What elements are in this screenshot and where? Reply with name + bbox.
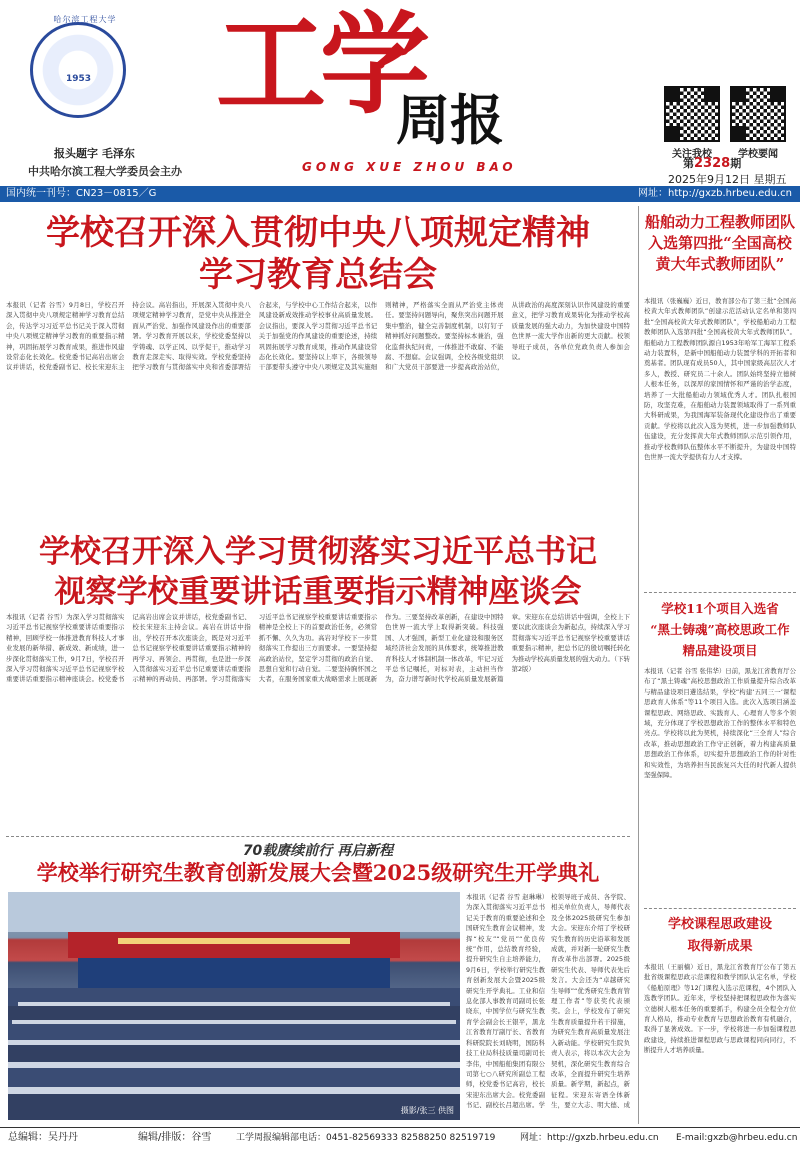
sidebar-rule — [638, 206, 639, 1124]
footer-email[interactable]: E-mail:gxzb@hrbeu.edu.cn — [676, 1133, 798, 1143]
issue-number — [683, 155, 741, 171]
second-title-line2: 视察学校重要讲话重要指示精神座谈会 — [54, 574, 582, 610]
sidebar-a2-body: 本报讯（记者 谷雪 张伟华）日前，黑龙江省教育厅公布了“黑土铸魂”高校思想政治工作质量提升综合改革与精品建设项目遴选结果，学校“构建‘五同三一’课程思政育人体系”等11个项目入选。此次入选项目涵盖课程思政、网络思政、实践育人、心理育人等多个领域，充分体现了学校思想政治工作的整体水平和特色亮点。学校将以此为契机，持续深化“三全育人”综合改革，推动思想政治工作守正创新，着力构建高质量思想政治工作体系，切实提升思想政治工作的针对性和实效性，为培养担当民族复兴大任的时代新人提供坚强保障。 — [644, 667, 796, 780]
logo-name: 哈尔滨工程大学 — [53, 15, 117, 24]
third-kicker: 70载赓续前行 再启新程 — [242, 843, 394, 859]
sidebar-a3-title-line1: 学校课程思政建设 — [667, 917, 772, 932]
photo-credit: 摄影/张三 供图 — [400, 1106, 454, 1115]
ceremony-photo — [8, 892, 460, 1120]
paper-subtitle: 周报 — [396, 89, 504, 152]
footer-phone: 工学周报编辑部电话：0451-82569333 82588250 82519719 — [236, 1133, 496, 1143]
sidebar-a3-body: 本报讯（王丽楠）近日，黑龙江省教育厅公布了第五批省级课程思政示范课程和教学团队认定名单，学校《船舶原理》等12门课程入选示范课程，4个团队入选教学团队。近年来，学校坚持把课程思政作为落实立德树人根本任务的重要抓手，构建全员全程全方位育人格局，推动专业教育与思想政治教育有机融合，取得了显著成效。下一步，学校将进一步加强课程思政建设，持续推进课程思政与思政课程同向同行，不断提升人才培养质量。 — [644, 963, 796, 1055]
sidebar-a2-title-line2: “黑土铸魂”高校思政工作 — [650, 622, 790, 637]
sidebar-a2-title-line3: 精品建设项目 — [682, 643, 758, 658]
footer-desk: 编辑/排版：谷雪 — [138, 1132, 212, 1143]
footer-web[interactable]: 网址：http://gxzb.hrbeu.edu.cn — [520, 1133, 659, 1143]
lead-title-line2: 学习教育总结会 — [199, 255, 437, 295]
second-title — [0, 532, 636, 612]
paper-pinyin: GONG XUE ZHOU BAO — [302, 160, 517, 174]
sidebar-a2-title-line1: 学校11个项目入选省 — [661, 601, 779, 616]
inscription: 报头题字 毛泽东 — [54, 147, 135, 160]
divider — [644, 908, 796, 909]
lead-body: 本报讯（记者 谷雪）9月8日，学校召开深入贯彻中央八项规定精神学习教育总结会，传达学习习近平总书记关于深入贯彻中央八项规定精神学习教育的重要指示精神，巩固拓展学习教育成果，推进作风建设常态化长效化。校党委书记高岩出席会议并讲话，校党委副书记、校长宋迎东主持会议。高岩指出，开展深入贯彻中央八项规定精神学习教育，是党中央从推进全面从严治党、加强作风建设作出的重要部署。学习教育开展以来，学校党委坚持以学铸魂、以学正风、以学促干，推动学习教育走深走实、取得实效。学校党委坚持把学习教育与贯彻落实中央和省委部署结合起来，与学校中心工作结合起来，以作风建设新成效推动学校事业高质量发展。会议指出，要深入学习贯彻习近平总书记关于加强党的作风建设的重要论述，持续巩固拓展学习教育成果，推动作风建设常态化长效化。要坚持以上率下，各级领导干部要带头遵守中央八项规定及其实施细则精神，严格落实全面从严治党主体责任。要坚持问题导向，聚焦突出问题开展集中整治，健全完善制度机制，以钉钉子精神抓好问题整改。要坚持标本兼治，强化监督执纪问责，一体推进不敢腐、不能腐、不想腐。会议强调，全校各级党组织和广大党员干部要进一步提高政治站位，从讲政治的高度深刻认识作风建设的重要意义，把学习教育成果转化为推动学校高质量发展的强大动力，为加快建设中国特色世界一流大学作出新的更大贡献。校领导班子成员，各单位党政负责人参加会议。 — [6, 301, 630, 372]
second-title-line1: 学校召开深入学习贯彻落实习近平总书记 — [39, 534, 597, 570]
footer-editor: 总编辑：吴丹丹 — [8, 1132, 78, 1143]
qr-follow[interactable] — [664, 86, 720, 160]
logo-year: 1953 — [66, 74, 92, 84]
lead-title — [0, 212, 636, 296]
issue-date: 2025年9月12日 星期五 — [668, 173, 787, 186]
qr-news-label: 学校要闻 — [738, 149, 778, 160]
sidebar-a2-title — [642, 598, 798, 661]
lead-title-line1: 学校召开深入贯彻中央八项规定精神 — [46, 213, 590, 253]
footer — [0, 1127, 800, 1147]
qr-code-icon — [730, 86, 786, 142]
publisher: 中共哈尔滨工程大学委员会主办 — [28, 165, 182, 178]
ceremony-photo-illustration — [8, 892, 460, 1120]
third-body-right: 本报讯（记者 谷雪 赵琳琳）为深入贯彻落实习近平总书记关于教育的重要论述和全国研究生教育会议精神，发挥“校友”“党员”“优良传统”作用，总结教育经验，提升研究生自主培养能力，9月6日，学校举行研究生教育创新发展大会暨2025级研究生开学典礼。工业和信息化部人事教育司副司长张晓东，中国学位与研究生教育学会副会长王银平，黑龙江省教育厅副厅长、省教育科研院院长刘晓明，国防科技工业局科技质量司副司长李伟，中国船舶集团有限公司第七○八研究所副总工程师，校党委书记高岩，校长宋迎东出席大会。校党委副书记、副校长吕超出席。学校领导班子成员、各学院、相关单位负责人，导师代表及全体2025级研究生参加大会。宋迎东介绍了学校研究生教育的历史沿革和发展成就，并对新一轮研究生教育改革作出部署。2025级研究生代表、导师代表先后发言。大会还为“卓越研究生导师”“优秀研究生教育管理工作者”等获奖代表颁奖。会上，学校发布了研究生教育质量提升若干措施，为研究生教育高质量发展注入新动能。学校研究生院负责人表示，将以本次大会为契机，深化研究生教育综合改革，全面提升研究生培养质量。新学期，新起点，新征程。宋迎东寄语全体新生，要立大志、明大德、成 — [466, 893, 630, 1110]
sidebar-a3-title-line2: 取得新成果 — [687, 939, 753, 954]
sidebar-a3-title — [642, 914, 798, 958]
third-title: 学校举行研究生教育创新发展大会暨2025级研究生开学典礼 — [36, 860, 600, 885]
issue-no: 2328 — [694, 156, 731, 171]
qr-code-icon — [664, 86, 720, 142]
issue-prefix: 第 — [683, 157, 694, 170]
qr-follow-label: 关注我校 — [672, 149, 712, 160]
sidebar-a1-title: 船舶动力工程教师团队入选第四批“全国高校黄大年式教师团队” — [644, 213, 795, 273]
sidebar-a1-body: 本报讯（张巍巍）近日，教育部公布了第三批“全国高校黄大年式教师团队”创建示范活动认定名单和第四批“全国高校黄大年式教师团队”，学校船舶动力工程教师团队入选第四批“全国高校黄大年式教师团队”。船舶动力工程教师团队源自1953年哈军工海军工程系动力装置科，是新中国船舶动力装置学科的开拓者和奠基者。团队现有成员50人，其中国家级高层次人才多人，教授、研究员二十余人。团队始终坚持立德树人根本任务，以深厚的家国情怀和严谨的治学态度，培养了一大批船舶动力领域优秀人才。团队扎根国防，攻坚克难，在船舶动力装置领域取得了一系列重大科研成果，为我国海军装备现代化建设作出了重要贡献。学校将以此次入选为契机，进一步加强教师队伍建设，充分发挥黄大年式教师团队示范引领作用，推动学校教师队伍整体水平不断提升，为建设中国特色世界一流大学提供有力人才支撑。 — [644, 297, 796, 462]
info-bar — [0, 186, 800, 202]
qr-news[interactable] — [730, 86, 786, 160]
masthead — [0, 0, 800, 205]
university-logo — [8, 14, 148, 136]
divider — [644, 592, 796, 593]
website-link[interactable]: 网址：http://gxzb.hrbeu.edu.cn — [638, 188, 792, 199]
cn-number: 国内统一刊号：CN23－0815／G — [6, 188, 157, 199]
issue-suffix: 期 — [730, 157, 742, 170]
seal-icon — [30, 22, 126, 118]
paper-title: 工学 — [216, 0, 424, 129]
divider — [6, 836, 630, 837]
second-body: 本报讯（记者 谷雪）为深入学习贯彻落实习近平总书记视察学校重要讲话重要指示精神，回顾学校一体推进教育科技人才事业发展的新举措、新成效、新成绩，进一步深化贯彻落实工作，9月7日，学校召开深入学习贯彻落实习近平总书记视察学校重要讲话重要指示精神座谈会。校党委书记高岩出席会议并讲话，校党委副书记、校长宋迎东主持会议。高岩在讲话中指出，学校召开本次座谈会，既是对习近平总书记视察学校重要讲话重要指示精神的再学习、再领会、再贯彻，也是进一步深入贯彻落实习近平总书记重要讲话重要指示精神的再动员、再部署。学习贯彻落实习近平总书记视察学校重要讲话重要指示精神是全校上下的首要政治任务，必须常抓不懈、久久为功。高岩对学校下一步贯彻落实工作提出三方面要求。一要坚持提高政治站位，坚定学习贯彻的政治自觉、思想自觉和行动自觉。二要坚持胸怀国之大者，在服务国家重大战略需求上展现新作为。三要坚持改革创新，在建设中国特色世界一流大学上取得新突破。科技强国、人才强国，新型工业化建设和服务区域经济社会发展的具体要求，统筹推进教育科技人才体制机制一体改革，牢记习近平总书记嘱托，对标对表，主动担当作为，奋力谱写新时代学校高质量发展新篇章。宋迎东在总结讲话中强调，全校上下要以此次座谈会为新起点，持续深入学习贯彻落实习近平总书记视察学校重要讲话重要指示精神，把总书记的殷切嘱托转化为推动学校高质量发展的强大动力。（下转第2版） — [6, 613, 630, 684]
